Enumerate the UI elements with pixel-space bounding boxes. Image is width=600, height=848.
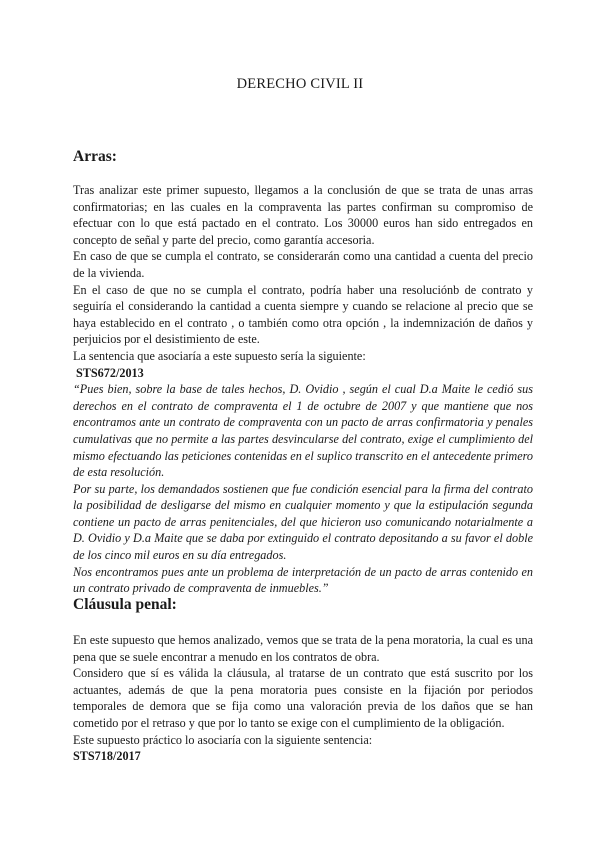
clausula-paragraph: En este supuesto que hemos analizado, vemos que se trata de la pena moratoria, la cual es una pena que se suele encontrar a menudo en los contratos de obra. <box>73 633 533 664</box>
case-quote <box>73 381 533 597</box>
case-reference-sts718: STS718/2017 <box>73 749 141 764</box>
document-title: DERECHO CIVIL II <box>236 76 364 92</box>
arras-paragraph: En el caso de que no se cumpla el contrato, podría haber una resoluciónb de contrato y seguiría el considerando la cantidad a cuenta siempre y cuando se relacione al precio que se haya establecido en el contrato , o también como otra opción , la indemnización de daños y perjuicios por el desistimiento de este. <box>73 282 533 347</box>
quote-paragraph: Por su parte, los demandados sostienen que fue condición esencial para la firma del contrato la posibilidad de desligarse del mismo en cualquier momento y que la estipulación segunda contiene un pacto de arras penitenciales, del que hicieron uso comunicando notarialmente a D. Ovidio y D.a Maite que se daba por extinguido el contrato depositando a su favor el doble de los cinco mil euros en su día entregados. <box>73 481 533 563</box>
section-heading-arras: Arras: <box>73 148 117 165</box>
arras-paragraph: La sentencia que asociaría a este supuesto sería la siguiente: <box>73 348 366 363</box>
case-reference-sts672: STS672/2013 <box>76 365 144 380</box>
clausula-paragraph: Considero que sí es válida la cláusula, al tratarse de un contrato que está suscrito por los actuantes, además de que la pena moratoria pues consiste en la fijación por periodos temporales de demora que se fija como una valoración previa de los daños que se han cometido por el retraso y que por lo tanto se exige con el cumplimiento de la obligación. <box>73 666 533 730</box>
quote-paragraph: Nos encontramos pues ante un problema de interpretación de un pacto de arras contenido en un contrato privado de compraventa de inmuebles.” <box>73 564 533 596</box>
arras-section-body <box>73 182 533 597</box>
clausula-paragraph: Este supuesto práctico lo asociaría con la siguiente sentencia: <box>73 732 373 747</box>
arras-paragraph: Tras analizar este primer supuesto, llegamos a la conclusión de que se trata de unas arras confirmatorias; en las cuales en la compraventa las partes confirman su compromiso de efectuar con lo que está pactado en el contrato. Los 30000 euros han sido entregados en concepto de señal y parte del precio, como garantía accesoria. <box>73 183 533 247</box>
section-heading-clausula-penal: Cláusula penal: <box>73 596 177 613</box>
arras-paragraph: En caso de que se cumpla el contrato, se considerarán como una cantidad a cuenta del precio de la vivienda. <box>73 249 533 280</box>
clausula-section-body <box>73 632 533 765</box>
quote-paragraph: “Pues bien, sobre la base de tales hechos, D. Ovidio , según el cual D.a Maite le cedió sus derechos en el contrato de compraventa el 1 de octubre de 2007 y que mantiene que nos encontramos ante un contrato de compraventa con un pacto de arras confirmatoria y penales cumulativas que no permite a las partes desvincularse del contrato, exige el cumplimiento del mismo efectuando las peticiones contenidas en el suplico transcrito en el antecedente primero de esta resolución. <box>73 382 533 480</box>
